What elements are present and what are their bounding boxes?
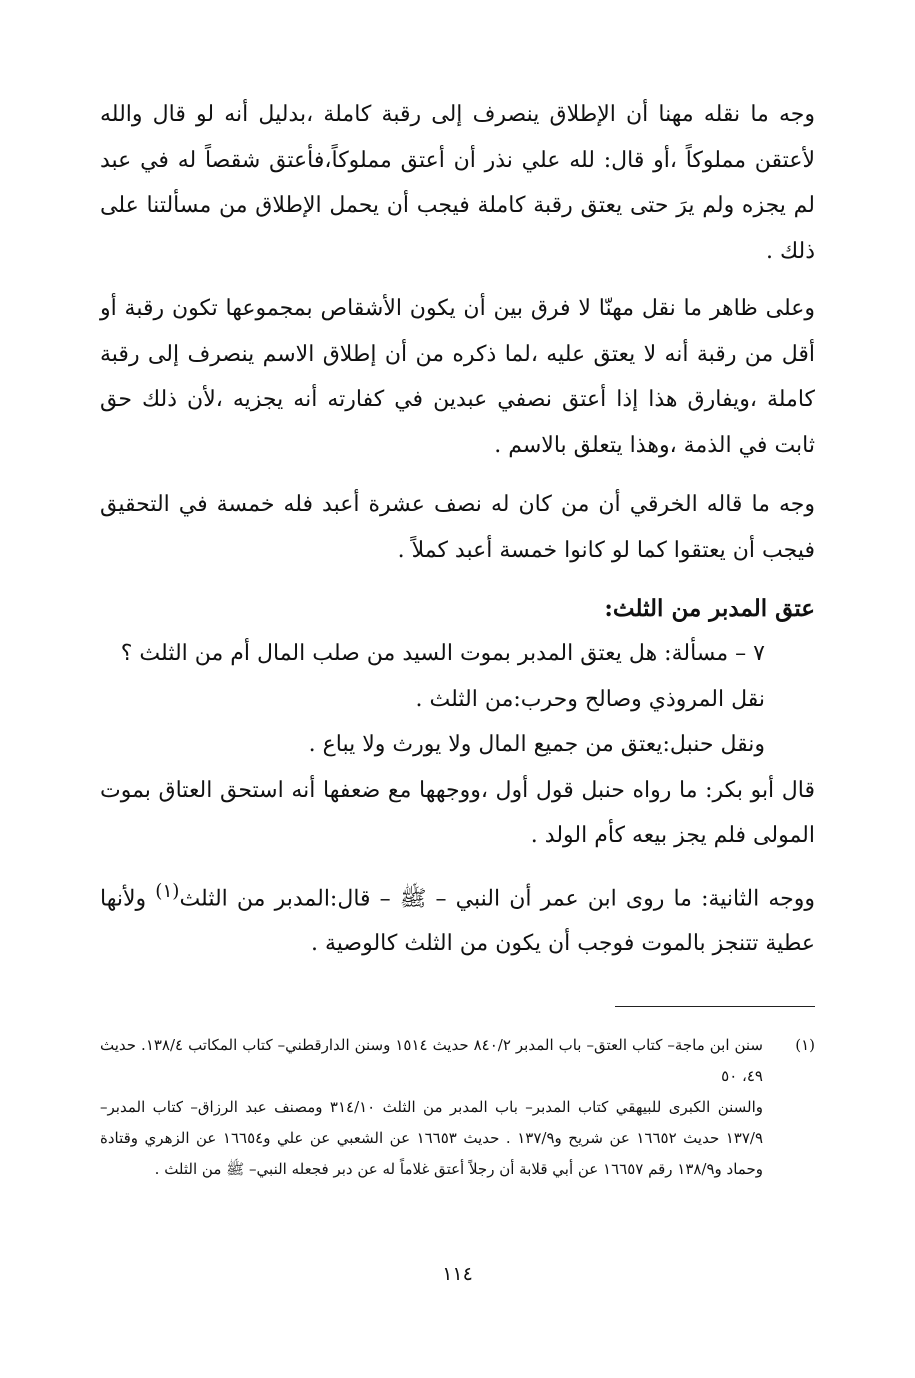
paragraph-4: قال أبو بكر: ما رواه حنبل قول أول ،ووجهها مع ضعفها أنه استحق العتاق بموت المولى فلم يجز بيعه كأم الولد . xyxy=(100,777,815,848)
footnotes xyxy=(100,1030,815,1185)
footnote-number: (١) xyxy=(795,1036,815,1054)
paragraph-2: وعلى ظاهر ما نقل مهنّا لا فرق بين أن يكون الأشقاص بمجموعها تكون رقبة أو أقل من رقبة أنه لا يعتق عليه ،لما ذكره من أن إطلاق الاسم ينصرف إلى رقبة كاملة ،ويفارق هذا إذا أعتق نصفي عبدين في كفارته أنه يجزيه ،لأن ذلك حق ثابت في الذمة ،وهذا يتعلق بالاسم . xyxy=(100,296,815,458)
paragraph-5-tail: ولأنها عطية تتنجز بالموت فوجب أن يكون من الثلث كالوصية . xyxy=(100,885,815,957)
footnote-line-1: سنن ابن ماجة– كتاب العتق– باب المدبر ٨٤٠/٢ حديث ١٥١٤ وسنن الدارقطني– كتاب المكاتب ١٣٨/٤. حديث ٤٩، ٥٠ xyxy=(100,1036,763,1085)
narration-2: ونقل حنبل:يعتق من جميع المال ولا يورث ولا يباع . xyxy=(308,732,765,757)
paragraph-5 xyxy=(100,869,815,967)
paragraph-3: وجه ما قاله الخرقي أن من كان له نصف عشرة أعبد فله خمسة في التحقيق فيجب أن يعتقوا كما لو كانوا خمسة أعبد كملاً . xyxy=(100,492,815,563)
issue-7-question: ٧ – مسألة: هل يعتق المدبر بموت السيد من صلب المال أم من الثلث ؟ xyxy=(120,641,765,666)
paragraph-1: وجه ما نقله مهنا أن الإطلاق ينصرف إلى رقبة كاملة ،بدليل أنه لو قال والله لأعتقن مملوكاً ،أو قال: لله علي نذر أن أعتق مملوكاً،فأعتق شقصاً له في عبد لم يجزه ولم يرَ حتى يعتق رقبة كاملة فيجب أن يحمل الإطلاق من مسألتنا على ذلك . xyxy=(100,102,815,264)
narration-1: نقل المروذي وصالح وحرب:من الثلث . xyxy=(415,686,765,712)
paragraph-5-main: ووجه الثانية: ما روى ابن عمر أن النبي – ﷺ – قال:المدبر من الثلث xyxy=(179,885,815,911)
section-heading: عتق المدبر من الثلث: xyxy=(604,595,815,622)
footnote-1 xyxy=(100,1030,815,1092)
footnote-separator xyxy=(615,1006,815,1007)
page-number: ١١٤ xyxy=(442,1263,473,1285)
footnote-reference: (١) xyxy=(155,880,180,902)
main-text xyxy=(100,92,815,967)
footnote-line-2: والسنن الكبرى للبيهقي كتاب المدبر– باب المدبر من الثلث ٣١٤/١٠ ومصنف عبد الرزاق– كتاب المدبر– ١٣٧/٩ حديث ١٦٦٥٢ عن شريح و١٣٧/٩ . حديث ١٦٦٥٣ عن الشعبي عن علي و١٦٦٥٤ عن الزهري وقتادة وحماد و١٣٨/٩ رقم ١٦٦٥٧ عن أبي قلابة أن رجلاً أعتق غلاماً له عن دبر فجعله النبي– ﷺ من الثلث . xyxy=(100,1098,764,1178)
